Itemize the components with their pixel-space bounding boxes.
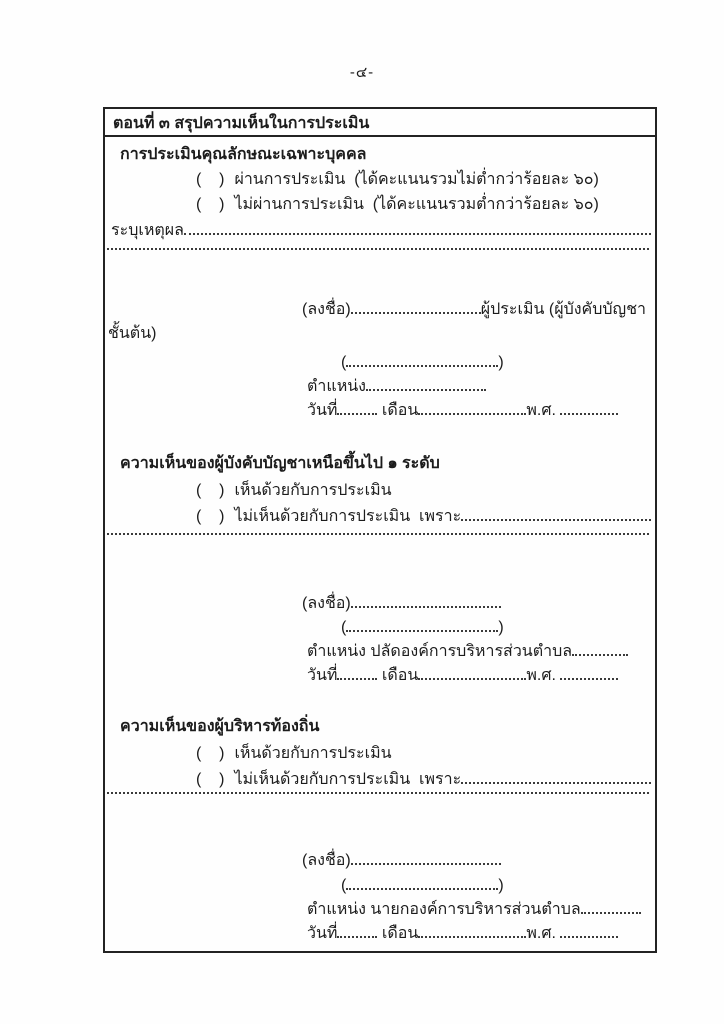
executive-disagree-label: ไม่เห็นด้วยกับการประเมิน เพราะ bbox=[234, 771, 462, 788]
paren-open: ( bbox=[341, 877, 347, 894]
checkbox-disagree: ( ) bbox=[196, 771, 225, 788]
evaluator-role-suffix-wrap: ชั้นต้น) bbox=[108, 325, 157, 342]
sign-label: (ลงชื่อ) bbox=[302, 301, 351, 318]
reason-row bbox=[111, 219, 651, 242]
paren-close: ) bbox=[498, 354, 504, 371]
chief-position-row bbox=[307, 640, 628, 663]
because-fill-line bbox=[461, 505, 651, 521]
signature-mayor-sign-row bbox=[302, 849, 501, 872]
evaluator-name-row bbox=[341, 351, 504, 374]
year-label: พ.ศ. bbox=[526, 402, 556, 419]
section-heading-supervisor: ความเห็นของผู้บังคับบัญชาเหนือขึ้นไป ๑ ระดับ bbox=[120, 455, 440, 472]
paren-close: ) bbox=[498, 619, 504, 636]
sign-label: (ลงชื่อ) bbox=[302, 595, 351, 612]
executive-disagree-row bbox=[196, 768, 651, 791]
date-label: วันที่ bbox=[307, 402, 338, 419]
section-heading-personal: การประเมินคุณลักษณะเฉพาะบุคคล bbox=[120, 146, 367, 163]
mayor-date-row bbox=[307, 922, 618, 945]
option-fail-label: ไม่ผ่านการประเมิน (ได้คะแนนรวมต่ำกว่าร้อยละ ๖๐) bbox=[234, 196, 599, 213]
month-label: เดือน bbox=[381, 667, 419, 684]
paren-close: ) bbox=[498, 877, 504, 894]
name-fill-line bbox=[346, 874, 498, 890]
chief-date-row bbox=[307, 664, 618, 687]
name-fill-line bbox=[346, 616, 498, 632]
checkbox-agree: ( ) bbox=[196, 482, 225, 499]
evaluator-position-row bbox=[307, 375, 486, 398]
checkbox-agree: ( ) bbox=[196, 745, 225, 762]
checkbox-fail: ( ) bbox=[196, 196, 225, 213]
mayor-position-row bbox=[307, 898, 641, 921]
executive-agree-label: เห็นด้วยกับการประเมิน bbox=[234, 745, 392, 762]
month-fill-line bbox=[418, 399, 526, 415]
reason-label: ระบุเหตุผล bbox=[111, 222, 184, 239]
signature-line bbox=[351, 298, 481, 314]
month-label: เดือน bbox=[381, 402, 419, 419]
signature-line bbox=[351, 849, 501, 865]
part-header: ตอนที่ ๓ สรุปความเห็นในการประเมิน bbox=[105, 109, 655, 137]
date-label: วันที่ bbox=[307, 667, 338, 684]
because-fill-line-2 bbox=[107, 792, 649, 794]
option-pass-row bbox=[196, 169, 599, 191]
paren-open: ( bbox=[341, 619, 347, 636]
year-fill-line bbox=[560, 399, 618, 415]
supervisor-disagree-label: ไม่เห็นด้วยกับการประเมิน เพราะ bbox=[234, 508, 462, 525]
name-fill-line bbox=[346, 351, 498, 367]
position-fill-line bbox=[572, 640, 628, 656]
month-fill-line bbox=[418, 922, 526, 938]
evaluator-date-row bbox=[307, 399, 618, 422]
position-label: ตำแหน่ง ปลัดองค์การบริหารส่วนตำบล bbox=[307, 643, 573, 660]
executive-agree-row bbox=[196, 743, 392, 765]
year-label: พ.ศ. bbox=[526, 925, 556, 942]
reason-fill-line-2 bbox=[107, 248, 649, 250]
position-label: ตำแหน่ง นายกองค์การบริหารส่วนตำบล bbox=[307, 901, 581, 918]
date-fill-line bbox=[337, 399, 377, 415]
month-fill-line bbox=[418, 664, 526, 680]
form-box bbox=[103, 107, 657, 953]
date-fill-line bbox=[337, 922, 377, 938]
signature-line bbox=[351, 592, 501, 608]
date-label: วันที่ bbox=[307, 925, 338, 942]
year-fill-line bbox=[560, 922, 618, 938]
position-fill-line bbox=[581, 898, 641, 914]
checkbox-pass: ( ) bbox=[196, 171, 225, 188]
page-number: -๔- bbox=[349, 64, 375, 81]
option-fail-row bbox=[196, 194, 599, 216]
sign-label: (ลงชื่อ) bbox=[302, 852, 351, 869]
paren-open: ( bbox=[341, 354, 347, 371]
reason-fill-line bbox=[184, 219, 651, 235]
checkbox-disagree: ( ) bbox=[196, 508, 225, 525]
because-fill-line bbox=[461, 768, 651, 784]
supervisor-agree-row bbox=[196, 480, 392, 502]
mayor-name-row bbox=[341, 874, 504, 897]
option-pass-label: ผ่านการประเมิน (ได้คะแนนรวมไม่ต่ำกว่าร้อยละ ๖๐) bbox=[234, 171, 599, 188]
position-label: ตำแหน่ง bbox=[307, 378, 366, 395]
supervisor-agree-label: เห็นด้วยกับการประเมิน bbox=[234, 482, 392, 499]
because-fill-line-2 bbox=[107, 533, 649, 535]
year-label: พ.ศ. bbox=[526, 667, 556, 684]
month-label: เดือน bbox=[381, 925, 419, 942]
supervisor-disagree-row bbox=[196, 505, 651, 528]
section-heading-executive: ความเห็นของผู้บริหารท้องถิ่น bbox=[120, 718, 320, 735]
evaluator-role-suffix: ผู้ประเมิน (ผู้บังคับบัญชา bbox=[480, 301, 647, 318]
position-fill-line bbox=[366, 375, 486, 391]
date-fill-line bbox=[337, 664, 377, 680]
year-fill-line bbox=[560, 664, 618, 680]
chief-name-row bbox=[341, 616, 504, 639]
signature-evaluator-sign-row bbox=[302, 298, 646, 321]
signature-chief-sign-row bbox=[302, 592, 501, 615]
